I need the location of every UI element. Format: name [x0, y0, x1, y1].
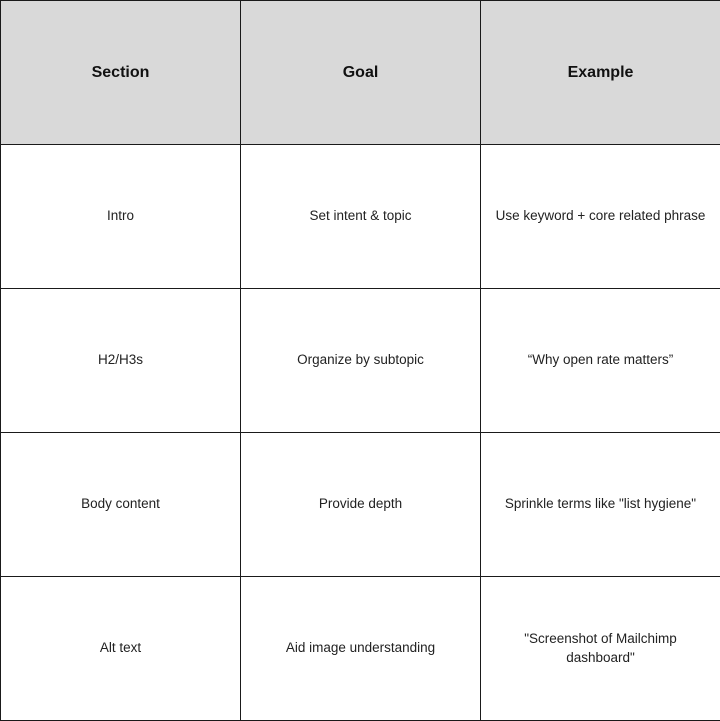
table-row [1, 577, 720, 721]
cell-goal: Aid image understanding [241, 577, 481, 721]
header-goal: Goal [241, 1, 481, 145]
table-row [1, 433, 720, 577]
cell-section: H2/H3s [1, 289, 241, 433]
cell-example: Sprinkle terms like "list hygiene" [481, 433, 720, 577]
cell-goal: Provide depth [241, 433, 481, 577]
table-row [1, 145, 720, 289]
cell-goal: Set intent & topic [241, 145, 481, 289]
header-section: Section [1, 1, 241, 145]
table-row [1, 289, 720, 433]
cell-section: Alt text [1, 577, 241, 721]
cell-example: "Screenshot of Mailchimp dashboard" [481, 577, 720, 721]
cell-example: “Why open rate matters” [481, 289, 720, 433]
header-row [1, 1, 720, 145]
cell-goal: Organize by subtopic [241, 289, 481, 433]
cell-example: Use keyword + core related phrase [481, 145, 720, 289]
cell-section: Body content [1, 433, 241, 577]
header-example: Example [481, 1, 720, 145]
cell-section: Intro [1, 145, 241, 289]
